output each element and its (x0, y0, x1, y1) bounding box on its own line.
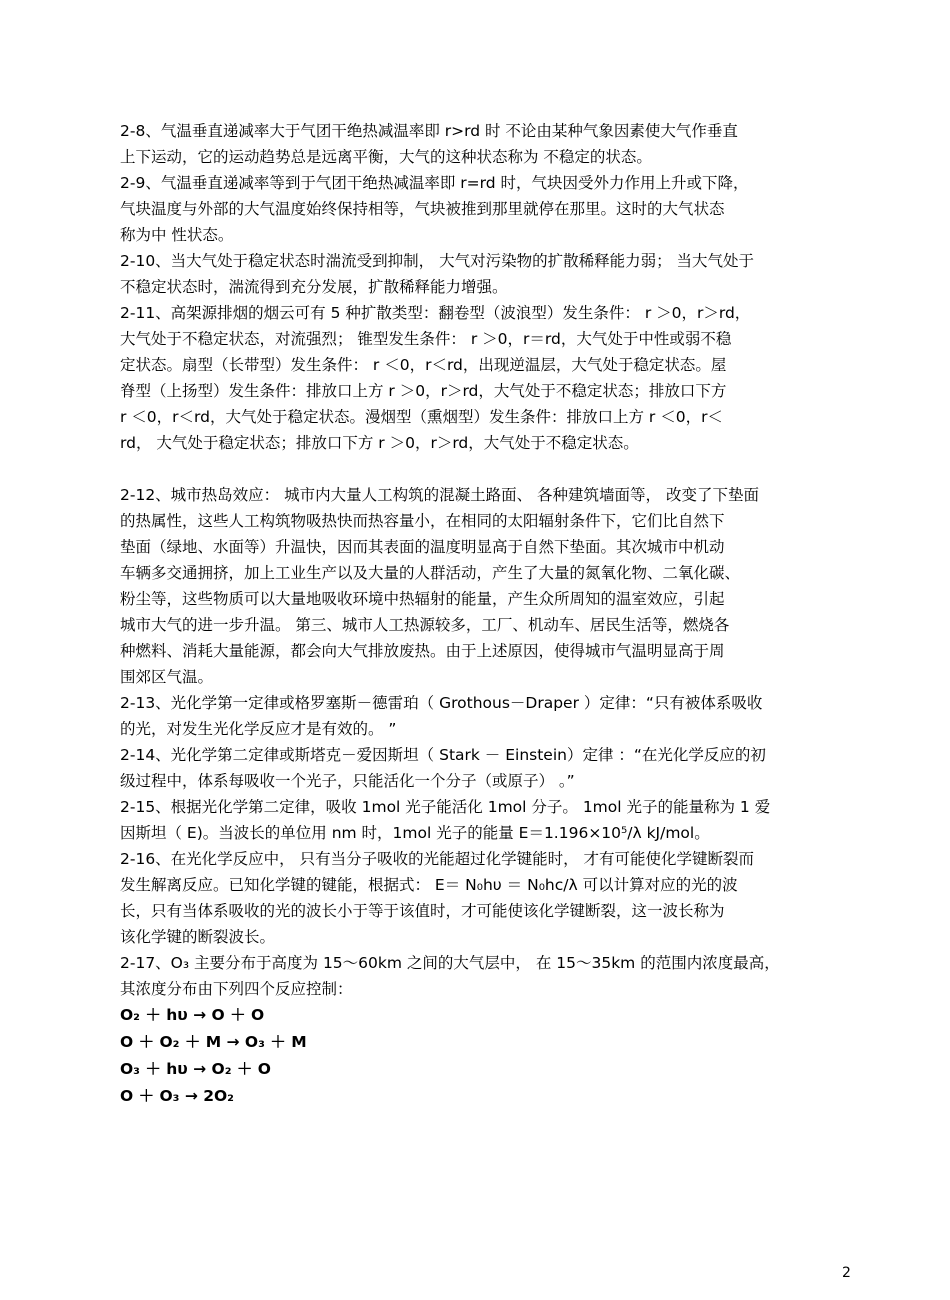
reaction-equation: O ＋ O₂ ＋ M → O₃ ＋ M (120, 1033, 307, 1051)
text-line: 级过程中，体系每吸收一个光子，只能活化一个分子（或原子） 。” (120, 772, 575, 790)
reaction-equation: O₃ ＋ hυ → O₂ ＋ O (120, 1060, 271, 1078)
text-line: 发生解离反应。已知化学键的键能，根据式： E＝ N₀hυ ＝ N₀hc/λ 可以计算对应的光的波 (120, 876, 738, 894)
text-line: 长，只有当体系吸收的光的波长小于等于该值时，才可能使该化学键断裂，这一波长称为 (120, 902, 725, 920)
text-line: 2-11、高架源排烟的烟云可有 5 种扩散类型：翻卷型（波浪型）发生条件： r ＞0，r＞rd， (120, 304, 751, 322)
text-line: 2-9、气温垂直递减率等到于气团干绝热减温率即 r=rd 时，气块因受外力作用上升或下降， (120, 174, 749, 192)
text-line: 称为中 性状态。 (120, 226, 234, 244)
text-line: r ＜0，r＜rd，大气处于稳定状态。漫烟型（熏烟型）发生条件：排放口上方 r ＜0，r＜ (120, 408, 723, 426)
text-line: 不稳定状态时，湍流得到充分发展，扩散稀释能力增强。 (120, 278, 508, 296)
text-line: 的热属性，这些人工构筑物吸热快而热容量小，在相同的太阳辐射条件下，它们比自然下 (120, 512, 725, 530)
text-line: 定状态。扇型（长带型）发生条件： r ＜0，r＜rd，出现逆温层，大气处于稳定状态。屋 (120, 356, 727, 374)
text-line: 2-15、根据光化学第二定律，吸收 1mol 光子能活化 1mol 分子。 1mol 光子的能量称为 1 爱 (120, 798, 771, 816)
text-line: 2-14、光化学第二定律或斯塔克－爱因斯坦（ Stark － Einstein）定律 ：“在光化学反应的初 (120, 746, 766, 764)
text-line: 粉尘等，这些物质可以大量地吸收环境中热辐射的能量，产生众所周知的温室效应，引起 (120, 590, 725, 608)
text-line: 围郊区气温。 (120, 668, 214, 686)
text-line: 2-17、O₃ 主要分布于高度为 15～60km 之间的大气层中， 在 15～35km 的范围内浓度最高， (120, 954, 780, 972)
page-number: 2 (842, 1265, 851, 1281)
text-line: 2-8、气温垂直递减率大于气团干绝热减温率即 r>rd 时 不论由某种气象因素使大气作垂直 (120, 122, 738, 140)
text-line: rd， 大气处于稳定状态；排放口下方 r ＞0，r＞rd，大气处于不稳定状态。 (120, 434, 639, 452)
text-line: 上下运动，它的运动趋势总是远离平衡，大气的这种状态称为 不稳定的状态。 (120, 148, 652, 166)
text-line: 的光，对发生光化学反应才是有效的。 ” (120, 720, 397, 738)
text-line: 车辆多交通拥挤，加上工业生产以及大量的人群活动，产生了大量的氮氧化物、二氧化碳、 (120, 564, 741, 582)
text-line: 大气处于不稳定状态，对流强烈； 锥型发生条件： r ＞0，r＝rd，大气处于中性或弱不稳 (120, 330, 732, 348)
text-line: 因斯坦（ E)。当波长的单位用 nm 时，1mol 光子的能量 E＝1.196×10⁵/λ kJ/mol。 (120, 824, 710, 842)
text-line: 2-13、光化学第一定律或格罗塞斯－德雷珀（ Grothous－Draper ）定律：“只有被体系吸收 (120, 694, 763, 712)
text-line: 该化学键的断裂波长。 (120, 928, 276, 946)
text-line: 垫面（绿地、水面等）升温快，因而其表面的温度明显高于自然下垫面。其次城市中机动 (120, 538, 725, 556)
page-content (120, 118, 850, 1110)
text-line: 脊型（上扬型）发生条件：排放口上方 r ＞0，r＞rd，大气处于不稳定状态；排放口下方 (120, 382, 727, 400)
text-line: 2-16、在光化学反应中， 只有当分子吸收的光能超过化学键能时， 才有可能使化学键断裂而 (120, 850, 755, 868)
text-line: 城市大气的进一步升温。 第三、城市人工热源较多，工厂、机动车、居民生活等，燃烧各 (120, 616, 730, 634)
paragraph-gap (120, 456, 850, 482)
text-line: 2-12、城市热岛效应： 城市内大量人工构筑的混凝土路面、 各种建筑墙面等， 改变了下垫面 (120, 486, 759, 504)
text-line: 种燃料、消耗大量能源，都会向大气排放废热。由于上述原因，使得城市气温明显高于周 (120, 642, 725, 660)
reaction-equation: O ＋ O₃ → 2O₂ (120, 1087, 234, 1105)
text-line: 其浓度分布由下列四个反应控制： (120, 980, 353, 998)
reaction-equation: O₂ ＋ hυ → O ＋ O (120, 1006, 265, 1024)
text-line: 2-10、当大气处于稳定状态时湍流受到抑制， 大气对污染物的扩散稀释能力弱； 当大气处于 (120, 252, 755, 270)
text-line: 气块温度与外部的大气温度始终保持相等，气块被推到那里就停在那里。这时的大气状态 (120, 200, 725, 218)
